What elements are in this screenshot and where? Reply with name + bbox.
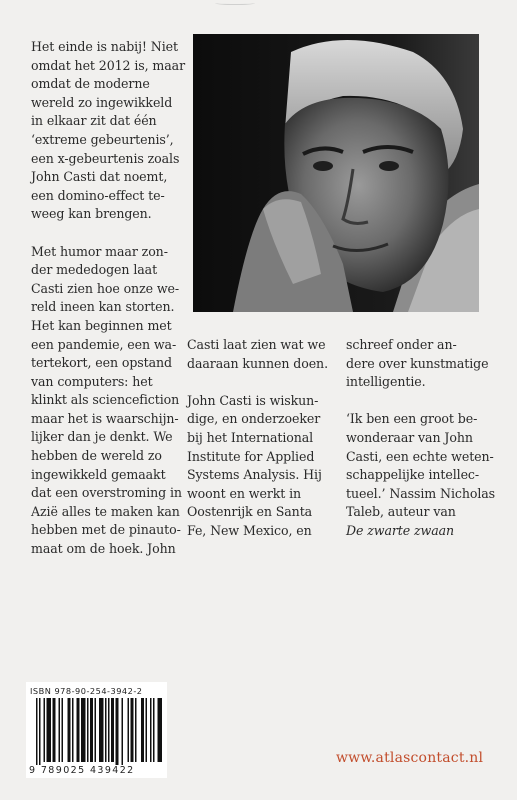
text-line: wonderaar van John [346, 429, 473, 445]
barcode-bar [105, 698, 107, 762]
text-line: Casti laat zien wat we [187, 337, 326, 352]
text-line: wereld zo ingewikkeld [31, 94, 173, 110]
text-line: Systems Analysis. Hij [187, 467, 322, 483]
barcode-bar [90, 698, 93, 762]
text-line: schappelijke intellec- [346, 467, 480, 483]
text-line: der mededogen laat [31, 262, 158, 278]
text-line: lijker dan je denkt. We [31, 429, 173, 445]
barcode-bar [87, 698, 89, 762]
text-line: een domino-effect te- [31, 187, 165, 203]
blurb-paragraph-1 [31, 38, 191, 224]
barcode-bar [146, 698, 148, 762]
quote-lines [346, 410, 511, 522]
middle-text-column [187, 336, 337, 541]
text-line: woont en werkt in [187, 485, 302, 501]
barcode-bar [116, 698, 119, 768]
barcode-bar [135, 698, 137, 762]
barcode-bar [72, 698, 74, 762]
continuation-paragraph [187, 336, 337, 373]
left-text-column [31, 38, 191, 559]
blurb-paragraph-2 [31, 243, 191, 559]
text-line: Casti zien hoe onze we- [31, 280, 180, 296]
barcode-bar [108, 698, 110, 762]
text-line: een x-gebeurtenis zoals [31, 150, 180, 166]
text-line: Azië alles te maken kan [31, 503, 180, 519]
barcode-bar [141, 698, 144, 762]
barcode-bar [111, 698, 114, 762]
text-line: dat een overstroming in [31, 485, 182, 501]
right-text-column [346, 336, 511, 541]
publisher-url: www.atlascontact.nl [336, 750, 484, 766]
text-line: klinkt als sciencefiction [31, 392, 180, 408]
text-line: omdat de moderne [31, 76, 150, 92]
text-line: tueel.’ Nassim Nicholas [346, 485, 496, 501]
text-line: tertekort, een opstand [31, 355, 173, 371]
text-line: een pandemie, een wa- [31, 336, 177, 352]
barcode-bar [99, 698, 104, 762]
text-line: Institute for Applied [187, 448, 315, 464]
bio-continuation-paragraph [346, 336, 511, 392]
barcode-bar [153, 698, 155, 762]
barcode-bar [59, 698, 61, 762]
text-line: ‘Ik ben een groot be- [346, 411, 478, 427]
barcode-bar [53, 698, 56, 762]
isbn-label: ISBN 978-90-254-3942-2 [30, 686, 143, 696]
text-line: Oostenrijk en Santa [187, 504, 313, 520]
barcode-bar [128, 698, 130, 762]
text-line: dige, en onderzoeker [187, 411, 321, 427]
book-title: De zwarte zwaan [346, 522, 455, 538]
text-line: John Casti dat noemt, [31, 169, 168, 185]
text-line: hebben de wereld zo [31, 448, 162, 464]
text-line: intelligentie. [346, 374, 426, 390]
text-line: daaraan kunnen doen. [187, 355, 328, 371]
text-line: Het kan beginnen met [31, 317, 172, 333]
endorsement-quote [346, 410, 511, 540]
top-edge-mark [215, 0, 255, 5]
text-line: bij het International [187, 429, 314, 445]
text-line: hebben met de pinauto- [31, 522, 181, 538]
text-line: Casti, een echte weten- [346, 448, 494, 464]
text-line: omdat het 2012 is, maar [31, 57, 186, 73]
text-line: Taleb, auteur van [346, 504, 456, 520]
barcode-bar [122, 698, 124, 768]
text-line: Fe, New Mexico, en [187, 522, 312, 538]
text-line: Het einde is nabij! Niet [31, 39, 178, 54]
text-line: van computers: het [31, 373, 153, 389]
text-line: schreef onder an- [346, 337, 457, 352]
text-line: ‘extreme gebeurtenis’, [31, 131, 174, 147]
author-bio-paragraph [187, 392, 337, 541]
barcode-bar [62, 698, 64, 762]
text-line: dere over kunstmatige [346, 355, 489, 371]
barcode-bar [39, 698, 41, 768]
barcode-bars [30, 698, 162, 770]
barcode-bar [158, 698, 163, 762]
barcode-bar [44, 698, 46, 762]
isbn-barcode [26, 682, 167, 778]
text-line: in elkaar zit dat één [31, 113, 157, 129]
barcode-bar [47, 698, 52, 762]
text-line: John Casti is wiskun- [187, 392, 319, 408]
barcode-bar [150, 698, 152, 762]
barcode-digits: 9 789025 439422 [29, 765, 135, 776]
author-portrait-image [193, 34, 479, 312]
text-line: Met humor maar zon- [31, 243, 168, 259]
text-line: maat om de hoek. John [31, 541, 176, 557]
barcode-bar [68, 698, 71, 762]
barcode-bar [36, 698, 38, 768]
text-line: maar het is waarschijn- [31, 410, 179, 426]
barcode-bar [95, 698, 97, 762]
author-photo [193, 34, 479, 312]
barcode-bar [81, 698, 86, 762]
text-line: ingewikkeld gemaakt [31, 466, 166, 482]
text-line: reld ineen kan storten. [31, 299, 175, 315]
barcode-bar [131, 698, 134, 762]
text-line: weeg kan brengen. [31, 206, 152, 222]
barcode-bar [77, 698, 80, 762]
